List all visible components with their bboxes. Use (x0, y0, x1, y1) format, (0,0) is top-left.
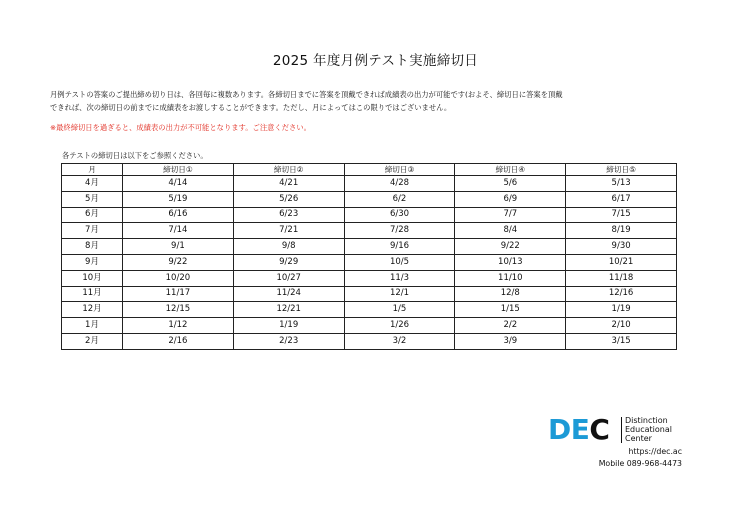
deadline-table (61, 163, 677, 350)
table-header-row (62, 164, 677, 176)
deadline-cell: 6/17 (566, 191, 677, 207)
deadline-cell: 11/24 (233, 286, 344, 302)
deadline-cell: 1/19 (566, 302, 677, 318)
table-row (62, 318, 677, 334)
deadline-cell: 9/1 (123, 239, 234, 255)
deadline-cell: 11/3 (344, 270, 455, 286)
table-row (62, 207, 677, 223)
header-deadline-3: 締切日③ (344, 164, 455, 176)
header-deadline-1: 締切日① (123, 164, 234, 176)
deadline-cell: 4/28 (344, 176, 455, 192)
deadline-cell: 7/7 (455, 207, 566, 223)
deadline-cell: 4/21 (233, 176, 344, 192)
deadline-cell: 12/21 (233, 302, 344, 318)
deadline-cell: 1/5 (344, 302, 455, 318)
deadline-cell: 12/16 (566, 286, 677, 302)
deadline-cell: 7/14 (123, 223, 234, 239)
month-cell: 5月 (62, 191, 123, 207)
table-row (62, 286, 677, 302)
mobile-number: Mobile 089-968-4473 (598, 458, 682, 468)
month-cell: 2月 (62, 333, 123, 349)
deadline-cell: 12/1 (344, 286, 455, 302)
deadline-cell: 5/6 (455, 176, 566, 192)
month-cell: 12月 (62, 302, 123, 318)
deadline-cell: 10/27 (233, 270, 344, 286)
deadline-cell: 9/30 (566, 239, 677, 255)
deadline-cell: 7/15 (566, 207, 677, 223)
deadline-cell: 3/15 (566, 333, 677, 349)
deadline-cell: 5/13 (566, 176, 677, 192)
logo-wordmark: DEC (548, 413, 610, 446)
deadline-cell: 12/15 (123, 302, 234, 318)
deadline-cell: 1/26 (344, 318, 455, 334)
deadline-cell: 6/2 (344, 191, 455, 207)
logo-divider (621, 417, 622, 443)
deadline-cell: 1/19 (233, 318, 344, 334)
deadline-cell: 6/9 (455, 191, 566, 207)
month-cell: 4月 (62, 176, 123, 192)
deadline-cell: 10/13 (455, 254, 566, 270)
page-title: 2025 年度月例テスト実施締切日 (272, 53, 479, 69)
month-cell: 11月 (62, 286, 123, 302)
month-cell: 9月 (62, 254, 123, 270)
table-row (62, 223, 677, 239)
header-deadline-5: 締切日⑤ (566, 164, 677, 176)
deadline-cell: 7/21 (233, 223, 344, 239)
deadline-cell: 5/19 (123, 191, 234, 207)
table-row (62, 191, 677, 207)
deadline-cell: 10/21 (566, 254, 677, 270)
deadline-cell: 5/26 (233, 191, 344, 207)
website-link[interactable]: https://dec.ac (628, 447, 682, 456)
header-month: 月 (62, 164, 123, 176)
deadline-cell: 9/22 (455, 239, 566, 255)
deadline-cell: 10/5 (344, 254, 455, 270)
deadline-cell: 6/16 (123, 207, 234, 223)
intro-text-line-1: 月例テストの答案のご提出締め切り日は、各回毎に複数あります。各締切日までに答案を頂戴できれば成績表の出力が可能です(およそ、締切日に答案を頂戴 (50, 90, 563, 99)
month-cell: 10月 (62, 270, 123, 286)
deadline-cell: 4/14 (123, 176, 234, 192)
logo-tagline: Distinction Educational Center (625, 416, 672, 444)
table-row (62, 333, 677, 349)
deadline-cell: 9/29 (233, 254, 344, 270)
deadline-cell: 2/23 (233, 333, 344, 349)
table-row (62, 239, 677, 255)
deadline-cell: 6/23 (233, 207, 344, 223)
header-deadline-2: 締切日② (233, 164, 344, 176)
deadline-cell: 11/18 (566, 270, 677, 286)
table-caption: 各テストの締切日は以下をご参照ください。 (62, 151, 208, 160)
dec-logo (548, 413, 672, 446)
deadline-cell: 11/10 (455, 270, 566, 286)
deadline-cell: 9/16 (344, 239, 455, 255)
deadline-cell: 2/2 (455, 318, 566, 334)
month-cell: 7月 (62, 223, 123, 239)
deadline-cell: 12/8 (455, 286, 566, 302)
deadline-cell: 8/4 (455, 223, 566, 239)
deadline-cell: 10/20 (123, 270, 234, 286)
deadline-warning: ※最終締切日を過ぎると、成績表の出力が不可能となります。ご注意ください。 (50, 123, 311, 132)
month-cell: 1月 (62, 318, 123, 334)
table-row (62, 270, 677, 286)
deadline-cell: 2/16 (123, 333, 234, 349)
deadline-cell: 7/28 (344, 223, 455, 239)
month-cell: 8月 (62, 239, 123, 255)
table-row (62, 176, 677, 192)
deadline-cell: 11/17 (123, 286, 234, 302)
deadline-cell: 9/8 (233, 239, 344, 255)
intro-text-line-2: できれば、次の締切日の前までに成績表をお渡しすることができます。ただし、月によってはこの限りではございません。 (50, 103, 452, 112)
deadline-cell: 6/30 (344, 207, 455, 223)
deadline-cell: 2/10 (566, 318, 677, 334)
table-row (62, 254, 677, 270)
deadline-cell: 3/2 (344, 333, 455, 349)
deadline-cell: 8/19 (566, 223, 677, 239)
deadline-cell: 3/9 (455, 333, 566, 349)
month-cell: 6月 (62, 207, 123, 223)
table-row (62, 302, 677, 318)
deadline-cell: 1/15 (455, 302, 566, 318)
contact-info (560, 446, 682, 469)
header-deadline-4: 締切日④ (455, 164, 566, 176)
deadline-cell: 9/22 (123, 254, 234, 270)
deadline-cell: 1/12 (123, 318, 234, 334)
